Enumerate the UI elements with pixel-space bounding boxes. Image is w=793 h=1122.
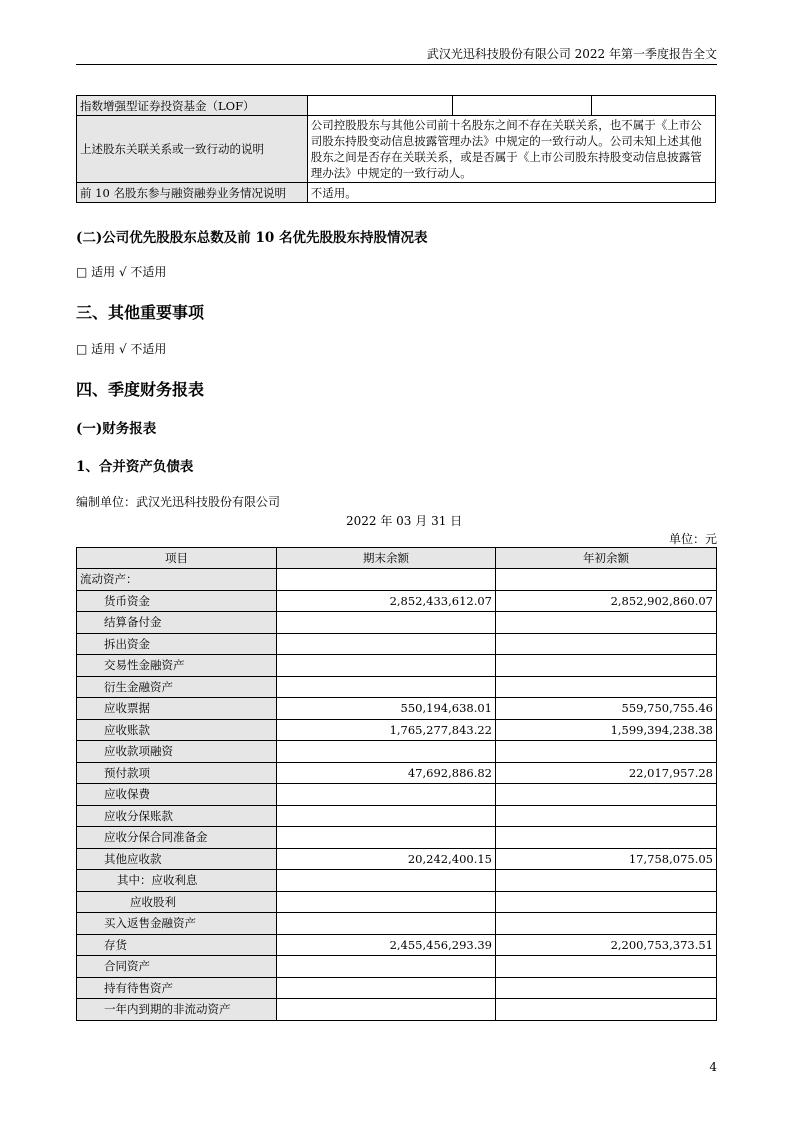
table-row [77,633,717,655]
row-item: 应收股利 [77,891,277,913]
fin-subsection-title: (一)财务报表 [76,421,157,437]
row1-label: 指数增强型证券投资基金（LOF） [77,96,308,116]
table-row [77,569,717,591]
row-begin-balance [496,784,717,806]
other-applicability: □ 适用 √ 不适用 [76,342,167,356]
table-row [77,655,717,677]
row-item: 应收分保账款 [77,805,277,827]
row-end-balance: 47,692,886.82 [277,762,496,784]
row-begin-balance [496,891,717,913]
compiler-label: 编制单位：武汉光迅科技股份有限公司 [76,495,281,509]
header-item: 项目 [77,548,277,569]
row-item: 应收分保合同准备金 [77,827,277,849]
table-row [77,762,717,784]
row-begin-balance [496,655,717,677]
row-end-balance [277,827,496,849]
row-begin-balance [496,956,717,978]
table-row [77,870,717,892]
table-row [77,612,717,634]
row-end-balance [277,633,496,655]
balance-sheet-table [76,547,717,1021]
table-row [77,848,717,870]
row-begin-balance [496,977,717,999]
table-row [77,741,717,763]
row-end-balance [277,612,496,634]
table-row [77,977,717,999]
row-begin-balance [496,827,717,849]
table-row [77,999,717,1021]
row-end-balance [277,741,496,763]
table-row [77,891,717,913]
row-item: 买入返售金融资产 [77,913,277,935]
row-item: 一年内到期的非流动资产 [77,999,277,1021]
row-end-balance [277,569,496,591]
row-item: 其他应收款 [77,848,277,870]
table-row [77,784,717,806]
row-end-balance [277,676,496,698]
row-begin-balance [496,569,717,591]
row-item: 结算备付金 [77,612,277,634]
row-end-balance: 2,455,456,293.39 [277,934,496,956]
row-item: 衍生金融资产 [77,676,277,698]
row-end-balance [277,999,496,1021]
row-item: 应收票据 [77,698,277,720]
row-item: 应收保费 [77,784,277,806]
row-item: 合同资产 [77,956,277,978]
row-item: 存货 [77,934,277,956]
table-row [77,934,717,956]
row-begin-balance: 1,599,394,238.38 [496,719,717,741]
row-begin-balance: 22,017,957.28 [496,762,717,784]
table-row [77,698,717,720]
unit-label: 单位：元 [668,532,717,546]
row-begin-balance [496,870,717,892]
margin-text: 不适用。 [307,183,715,203]
row-end-balance [277,891,496,913]
margin-label: 前 10 名股东参与融资融券业务情况说明 [77,183,308,203]
shareholder-table [76,95,716,203]
table-row [77,805,717,827]
row-end-balance [277,805,496,827]
row1-cell-3 [591,96,715,116]
row-begin-balance: 2,200,753,373.51 [496,934,717,956]
relation-text: 公司控股股东与其他公司前十名股东之间不存在关联关系，也不属于《上市公司股东持股变动信息披露管理办法》中规定的一致行动人。公司未知上述其他股东之间是否存在关联关系，或是否属于《上市公司股东持股变动信息披露管理办法》中规定的一致行动人。 [307,116,715,183]
row-begin-balance [496,633,717,655]
row-begin-balance [496,676,717,698]
row-begin-balance [496,999,717,1021]
table-row [77,913,717,935]
row-end-balance: 2,852,433,612.07 [277,590,496,612]
row-end-balance [277,784,496,806]
row-item: 交易性金融资产 [77,655,277,677]
header-begin-balance: 年初余额 [496,548,717,569]
row-end-balance [277,956,496,978]
header-end-balance: 期末余额 [277,548,496,569]
other-section-title: 三、其他重要事项 [76,303,205,322]
balance-sheet-title: 1、合并资产负债表 [76,459,194,475]
row-begin-balance: 2,852,902,860.07 [496,590,717,612]
row-item: 流动资产： [77,569,277,591]
row-end-balance [277,913,496,935]
table-row [77,719,717,741]
row-item: 持有待售资产 [77,977,277,999]
row-begin-balance [496,612,717,634]
fin-section-title: 四、季度财务报表 [76,380,205,399]
row1-cell-1 [307,96,452,116]
row-end-balance [277,870,496,892]
row1-cell-2 [452,96,591,116]
page-number: 4 [709,1060,717,1074]
table-row [77,676,717,698]
row-begin-balance [496,913,717,935]
row-item: 拆出资金 [77,633,277,655]
row-begin-balance: 17,758,075.05 [496,848,717,870]
table-row [77,827,717,849]
relation-label: 上述股东关联关系或一致行动的说明 [77,116,308,183]
row-begin-balance: 559,750,755.46 [496,698,717,720]
table-row [77,590,717,612]
pref-section-title: (二)公司优先股股东总数及前 10 名优先股股东持股情况表 [76,230,428,246]
row-end-balance: 20,242,400.15 [277,848,496,870]
row-end-balance: 550,194,638.01 [277,698,496,720]
row-item: 应收款项融资 [77,741,277,763]
row-end-balance: 1,765,277,843.22 [277,719,496,741]
page-header: 武汉光迅科技股份有限公司 2022 年第一季度报告全文 [76,46,717,65]
table-row [77,956,717,978]
row-item: 预付款项 [77,762,277,784]
row-item: 应收账款 [77,719,277,741]
report-date: 2022 年 03 月 31 日 [346,514,463,528]
row-begin-balance [496,741,717,763]
row-end-balance [277,655,496,677]
row-end-balance [277,977,496,999]
pref-applicability: □ 适用 √ 不适用 [76,265,167,279]
row-item: 货币资金 [77,590,277,612]
row-begin-balance [496,805,717,827]
row-item: 其中：应收利息 [77,870,277,892]
